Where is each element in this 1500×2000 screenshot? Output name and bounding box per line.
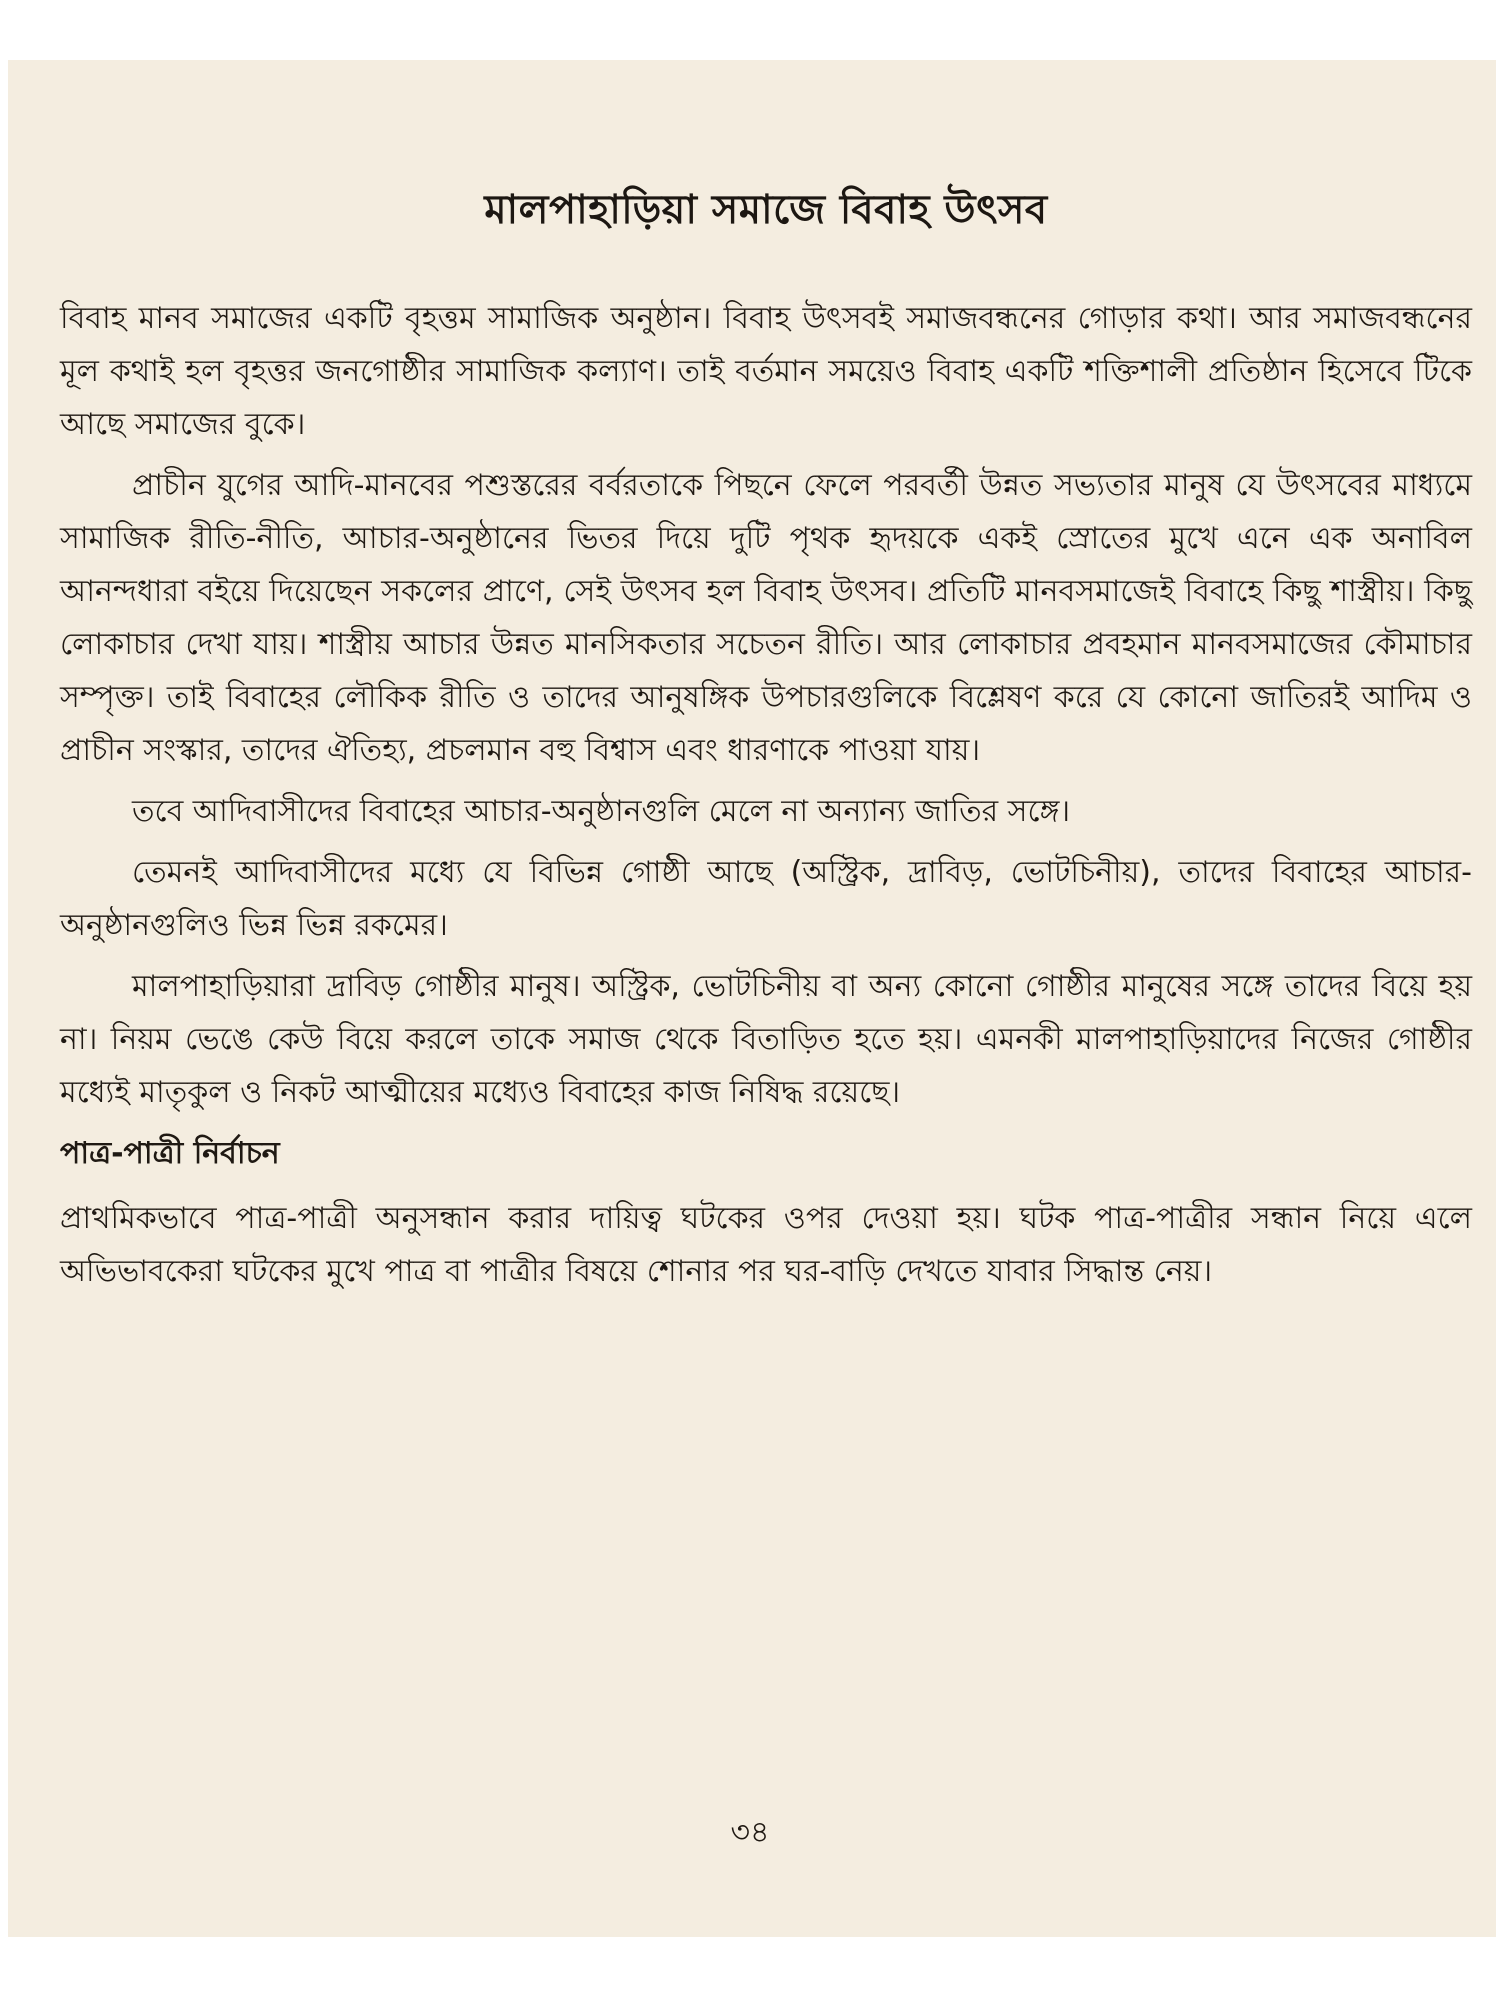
section-subheading: পাত্র-পাত্রী নির্বাচন	[60, 1136, 280, 1171]
paragraph-4: তেমনই আদিবাসীদের মধ্যে যে বিভিন্ন গোষ্ঠী আছে (অস্ট্রিক, দ্রাবিড়, ভোটচিনীয়), তাদের বিবাহের আচার-অনুষ্ঠানগুলিও ভিন্ন ভিন্ন রকমের।	[60, 855, 1472, 943]
paragraph-5: মালপাহাড়িয়ারা দ্রাবিড় গোষ্ঠীর মানুষ। অস্ট্রিক, ভোটচিনীয় বা অন্য কোনো গোষ্ঠীর মানুষের সঙ্গে তাদের বিয়ে হয় না। নিয়ম ভেঙে কেউ বিয়ে করলে তাকে সমাজ থেকে বিতাড়িত হতে হয়। এমনকী মালপাহাড়িয়াদের নিজের গোষ্ঠীর মধ্যেই মাতৃকুল ও নিকট আত্মীয়ের মধ্যেও বিবাহের কাজ নিষিদ্ধ রয়েছে।	[60, 969, 1472, 1110]
chapter-title: মালপাহাড়িয়া সমাজে বিবাহ উৎসব	[484, 187, 1048, 233]
body-text	[60, 292, 1472, 1306]
book-page	[8, 60, 1496, 1937]
paragraph-3: তবে আদিবাসীদের বিবাহের আচার-অনুষ্ঠানগুলি মেলে না অন্যান্য জাতির সঙ্গে।	[132, 794, 1071, 829]
paragraph-6: প্রাথমিকভাবে পাত্র-পাত্রী অনুসন্ধান করার দায়িত্ব ঘটকের ওপর দেওয়া হয়। ঘটক পাত্র-পাত্রীর সন্ধান নিয়ে এলে অভিভাবকেরা ঘটকের মুখে পাত্র বা পাত্রীর বিষয়ে শোনার পর ঘর-বাড়ি দেখতে যাবার সিদ্ধান্ত নেয়।	[60, 1201, 1472, 1289]
page-number: ৩৪	[730, 1815, 770, 1850]
paragraph-1: বিবাহ মানব সমাজের একটি বৃহত্তম সামাজিক অনুষ্ঠান। বিবাহ উৎসবই সমাজবন্ধনের গোড়ার কথা। আর সমাজবন্ধনের মূল কথাই হল বৃহত্তর জনগোষ্ঠীর সামাজিক কল্যাণ। তাই বর্তমান সময়েও বিবাহ একটি শক্তিশালী প্রতিষ্ঠান হিসেবে টিকে আছে সমাজের বুকে।	[60, 301, 1472, 442]
paragraph-2: প্রাচীন যুগের আদি-মানবের পশুস্তরের বর্বরতাকে পিছনে ফেলে পরবর্তী উন্নত সভ্যতার মানুষ যে উৎসবের মাধ্যমে সামাজিক রীতি-নীতি, আচার-অনুষ্ঠানের ভিতর দিয়ে দুটি পৃথক হৃদয়কে একই স্রোতের মুখে এনে এক অনাবিল আনন্দধারা বইয়ে দিয়েছেন সকলের প্রাণে, সেই উৎসব হল বিবাহ উৎসব। প্রতিটি মানবসমাজেই বিবাহে কিছু শাস্ত্রীয়। কিছু লোকাচার দেখা যায়। শাস্ত্রীয় আচার উন্নত মানসিকতার সচেতন রীতি। আর লোকাচার প্রবহমান মানবসমাজের কৌমাচার সম্পৃক্ত। তাই বিবাহের লৌকিক রীতি ও তাদের আনুষঙ্গিক উপচারগুলিকে বিশ্লেষণ করে যে কোনো জাতিরই আদিম ও প্রাচীন সংস্কার, তাদের ঐতিহ্য, প্রচলমান বহু বিশ্বাস এবং ধারণাকে পাওয়া যায়।	[60, 468, 1472, 768]
